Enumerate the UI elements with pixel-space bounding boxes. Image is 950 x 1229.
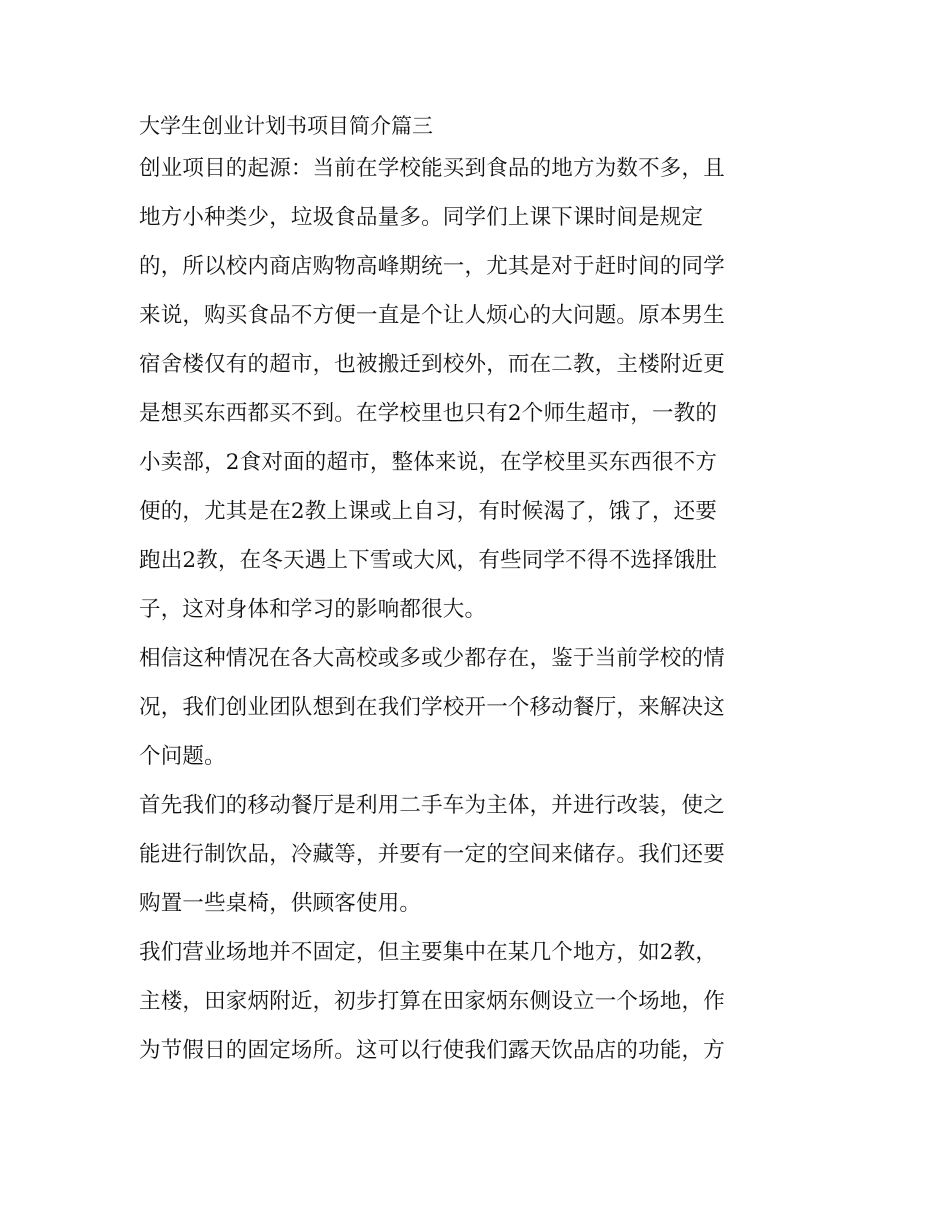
text-line: 跑出2教，在冬天遇上下雪或大风，有些同学不得不选择饿肚 — [139, 548, 718, 573]
text-line: 况，我们创业团队想到在我们学校开一个移动餐厅，来解决这 — [139, 695, 725, 720]
text-line: 的，所以校内商店购物高峰期统一，尤其是对于赶时间的同学 — [139, 254, 725, 279]
text-line: 个问题。 — [139, 744, 226, 769]
text-line: 首先我们的移动餐厅是利用二手车为主体，并进行改装，使之 — [139, 793, 725, 818]
text-line: 便的，尤其是在2教上课或上自习，有时候渴了，饿了，还要 — [139, 499, 718, 524]
text-line: 地方小种类少，垃圾食品量多。同学们上课下课时间是规定 — [139, 205, 704, 230]
text-line: 为节假日的固定场所。这可以行使我们露天饮品店的功能，方 — [139, 1038, 725, 1063]
paragraph-location — [139, 928, 819, 1075]
document-body — [139, 108, 819, 1075]
text-line: 相信这种情况在各大高校或多或少都存在，鉴于当前学校的情 — [139, 646, 725, 671]
text-line: 能进行制饮品，冷藏等，并要有一定的空间来储存。我们还要 — [139, 842, 725, 867]
text-line: 来说，购买食品不方便一直是个让人烦心的大问题。原本男生 — [139, 303, 725, 328]
text-line: 小卖部，2食对面的超市，整体来说，在学校里买东西很不方 — [139, 450, 718, 475]
text-line: 主楼，田家炳附近，初步打算在田家炳东侧设立一个场地，作 — [139, 989, 725, 1014]
text-line: 是想买东西都买不到。在学校里也只有2个师生超市，一教的 — [139, 401, 718, 426]
text-line: 子，这对身体和学习的影响都很大。 — [139, 597, 487, 622]
text-line: 购置一些桌椅，供顾客使用。 — [139, 891, 422, 916]
text-line: 宿舍楼仅有的超市，也被搬迁到校外，而在二教，主楼附近更 — [139, 352, 725, 377]
text-line: 创业项目的起源：当前在学校能买到食品的地方为数不多，且 — [139, 156, 725, 181]
paragraph-origin — [139, 144, 819, 634]
paragraph-mobile-restaurant — [139, 781, 819, 928]
text-line: 我们营业场地并不固定，但主要集中在某几个地方，如2教， — [139, 940, 718, 965]
document-title: 大学生创业计划书项目简介篇三 — [139, 114, 433, 138]
paragraph-team-idea — [139, 634, 819, 781]
